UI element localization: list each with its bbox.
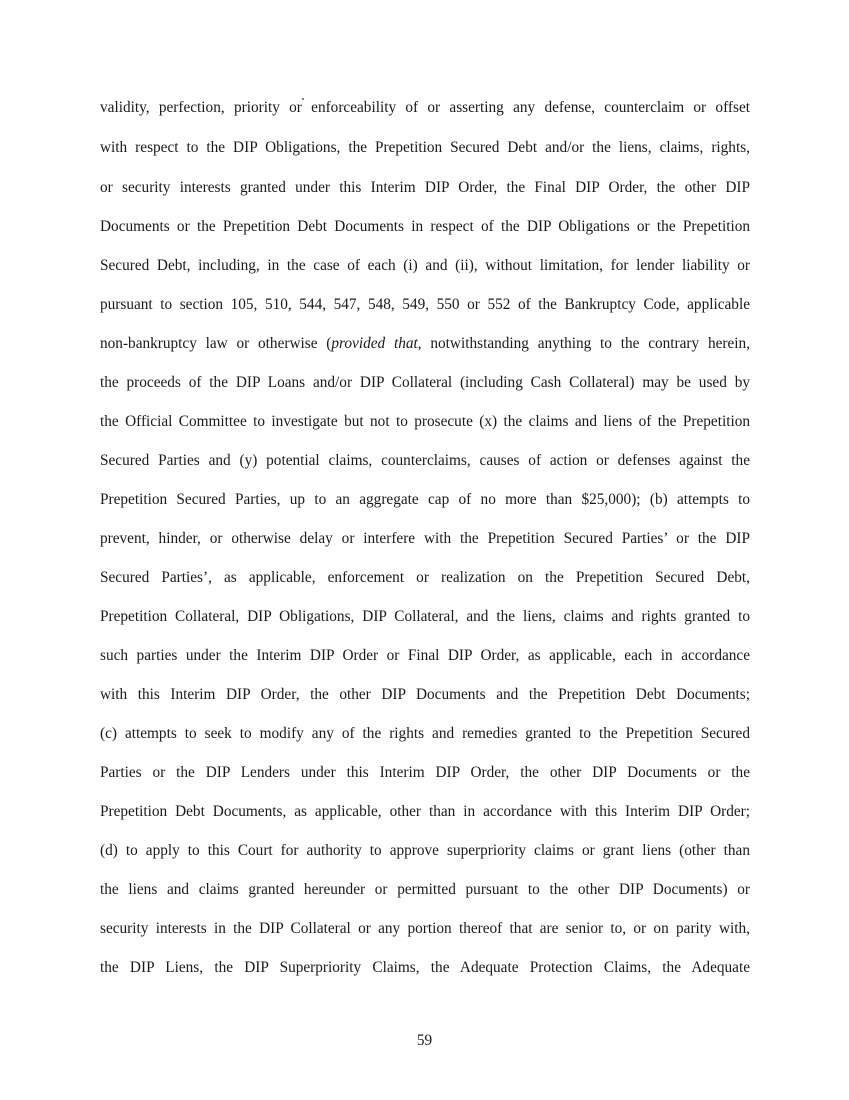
body-line-5: Secured Debt, including, in the case of each (i) and (ii), without limitation, for lender liability or [100,257,750,274]
body-line-13: Secured Parties’, as applicable, enforcement or realization on the Prepetition Secured Debt, [100,569,750,586]
body-line-6: pursuant to section 105, 510, 544, 547, 548, 549, 550 or 552 of the Bankruptcy Code, applicable [100,296,750,313]
body-line-18: Parties or the DIP Lenders under this Interim DIP Order, the other DIP Documents or the [100,764,750,781]
body-line-17: (c) attempts to seek to modify any of the rights and remedies granted to the Prepetition Secured [100,725,750,742]
body-line-16: with this Interim DIP Order, the other DIP Documents and the Prepetition Debt Documents; [100,686,750,703]
body-line-19: Prepetition Debt Documents, as applicable, other than in accordance with this Interim DIP Order; [100,803,750,820]
body-line-3: or security interests granted under this Interim DIP Order, the Final DIP Order, the other DIP [100,179,750,196]
body-line-7-after: , notwithstanding anything to the contrary herein, [417,335,750,352]
body-line-9: the Official Committee to investigate but not to prosecute (x) the claims and liens of the Prepetition [100,413,750,430]
body-line-14: Prepetition Collateral, DIP Obligations, DIP Collateral, and the liens, claims and rights granted to [100,608,750,625]
body-line-22: security interests in the DIP Collateral or any portion thereof that are senior to, or on parity with, [100,920,750,937]
body-line-12: prevent, hinder, or otherwise delay or interfere with the Prepetition Secured Parties’ or the DIP [100,530,750,547]
body-line-10: Secured Parties and (y) potential claims, counterclaims, causes of action or defenses against the [100,452,750,469]
body-line-7-before: non-bankruptcy law or otherwise ( [100,335,332,352]
body-line-1: validity, perfection, priority or enforceability of or asserting any defense, counterclaim or offset [100,99,750,116]
body-line-23: the DIP Liens, the DIP Superpriority Claims, the Adequate Protection Claims, the Adequate [100,959,750,976]
body-line-15: such parties under the Interim DIP Order or Final DIP Order, as applicable, each in accordance [100,647,750,664]
page-number: 59 [416,1032,433,1049]
body-line-11: Prepetition Secured Parties, up to an aggregate cap of no more than $25,000); (b) attempts to [100,491,750,508]
body-line-2: with respect to the DIP Obligations, the Prepetition Secured Debt and/or the liens, claims, rights, [100,139,750,156]
body-line-21: the liens and claims granted hereunder or permitted pursuant to the other DIP Documents) or [100,881,750,898]
provided-that-italic: provided that [331,335,418,352]
body-line-4: Documents or the Prepetition Debt Documents in respect of the DIP Obligations or the Prepetition [100,218,750,235]
body-line-8: the proceeds of the DIP Loans and/or DIP Collateral (including Cash Collateral) may be used by [100,374,750,391]
body-line-20: (d) to apply to this Court for authority to approve superpriority claims or grant liens (other than [100,842,750,859]
body-line-7 [100,334,750,354]
